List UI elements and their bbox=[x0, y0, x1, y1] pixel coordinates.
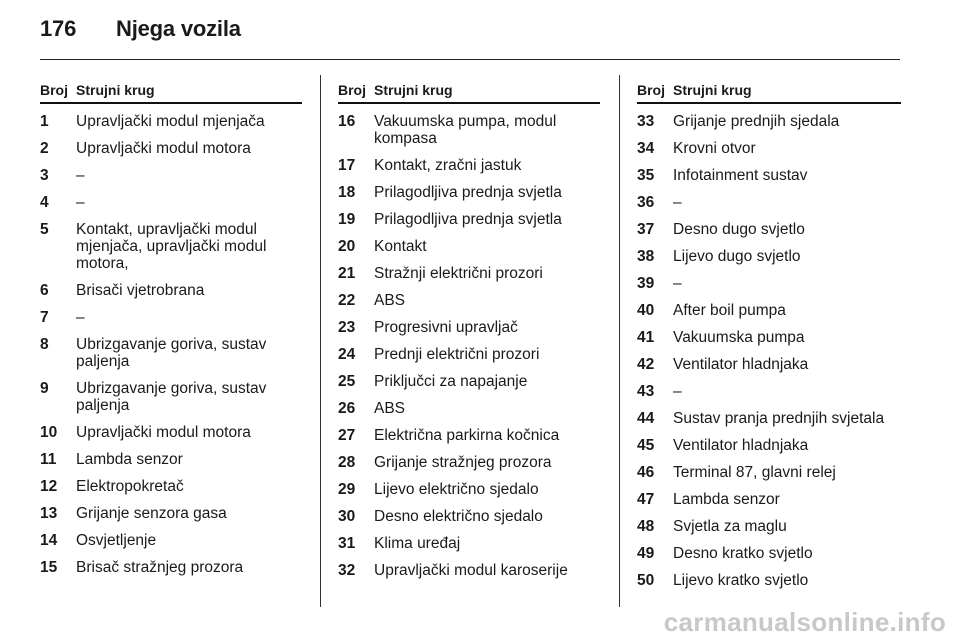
circuit-name: Lambda senzor bbox=[76, 451, 183, 468]
fuse-number: 35 bbox=[637, 167, 655, 184]
fuse-number: 40 bbox=[637, 302, 655, 319]
fuse-table-column-3 bbox=[637, 82, 901, 598]
fuse-number: 36 bbox=[637, 194, 655, 211]
circuit-name: Lijevo kratko svjetlo bbox=[673, 572, 809, 589]
circuit-name: Brisači vjetrobrana bbox=[76, 282, 205, 299]
table-header bbox=[637, 82, 901, 104]
fuse-number: 21 bbox=[338, 265, 356, 282]
circuit-name: Desno električno sjedalo bbox=[374, 508, 543, 525]
circuit-name: Elektropokretač bbox=[76, 478, 184, 495]
circuit-name: Lijevo dugo svjetlo bbox=[673, 248, 801, 265]
table-row bbox=[637, 247, 901, 274]
column-divider-2 bbox=[619, 75, 620, 607]
fuse-number: 3 bbox=[40, 167, 49, 184]
circuit-name: Prilagodljiva prednja svjetla bbox=[374, 184, 562, 201]
fuse-number: 32 bbox=[338, 562, 356, 579]
header-broj: Broj bbox=[637, 82, 665, 98]
table-row bbox=[637, 409, 901, 436]
circuit-name: Lijevo električno sjedalo bbox=[374, 481, 539, 498]
column-divider-1 bbox=[320, 75, 321, 607]
circuit-name: Kontakt, upravljački modul mjenjača, upravljački modul motora, bbox=[76, 221, 267, 272]
circuit-name: Grijanje prednjih sjedala bbox=[673, 113, 840, 130]
fuse-number: 27 bbox=[338, 427, 356, 444]
header-broj: Broj bbox=[338, 82, 366, 98]
fuse-number: 46 bbox=[637, 464, 655, 481]
fuse-number: 18 bbox=[338, 184, 356, 201]
circuit-name: Prednji električni prozori bbox=[374, 346, 540, 363]
fuse-number: 37 bbox=[637, 221, 655, 238]
table-row bbox=[40, 504, 302, 531]
table-row bbox=[40, 531, 302, 558]
fuse-number: 31 bbox=[338, 535, 356, 552]
table-row bbox=[637, 517, 901, 544]
table-header bbox=[338, 82, 600, 104]
circuit-name: Prilagodljiva prednja svjetla bbox=[374, 211, 562, 228]
circuit-name: Upravljački modul motora bbox=[76, 424, 251, 441]
circuit-name: Brisač stražnjeg prozora bbox=[76, 559, 244, 576]
table-row bbox=[40, 112, 302, 139]
table-row bbox=[637, 328, 901, 355]
fuse-number: 22 bbox=[338, 292, 356, 309]
watermark: carmanualsonline.info bbox=[663, 607, 946, 637]
page-header bbox=[40, 16, 241, 42]
fuse-number: 5 bbox=[40, 221, 49, 238]
fuse-table-column-2 bbox=[338, 82, 600, 588]
circuit-name: Ventilator hladnjaka bbox=[673, 356, 809, 373]
fuse-number: 23 bbox=[338, 319, 356, 336]
circuit-name: Upravljački modul karoserije bbox=[374, 562, 568, 579]
fuse-number: 7 bbox=[40, 309, 49, 326]
table-row bbox=[40, 423, 302, 450]
table-row bbox=[338, 210, 600, 237]
table-row bbox=[637, 166, 901, 193]
fuse-number: 16 bbox=[338, 113, 356, 130]
circuit-name: – bbox=[76, 194, 85, 211]
fuse-number: 33 bbox=[637, 113, 655, 130]
table-row bbox=[637, 220, 901, 247]
circuit-name: Ubrizgavanje goriva, sustav paljenja bbox=[76, 380, 267, 414]
circuit-name: Osvjetljenje bbox=[76, 532, 157, 549]
table-row bbox=[338, 480, 600, 507]
circuit-name: Progresivni upravljač bbox=[374, 319, 518, 336]
table-row bbox=[637, 139, 901, 166]
table-row bbox=[637, 382, 901, 409]
table-row bbox=[338, 507, 600, 534]
fuse-number: 12 bbox=[40, 478, 58, 495]
circuit-name: Vakuumska pumpa, modul kompasa bbox=[374, 113, 557, 147]
fuse-number: 44 bbox=[637, 410, 655, 427]
circuit-name: Terminal 87, glavni relej bbox=[673, 464, 836, 481]
table-row bbox=[40, 335, 302, 379]
fuse-number: 49 bbox=[637, 545, 655, 562]
fuse-number: 39 bbox=[637, 275, 655, 292]
table-row bbox=[637, 544, 901, 571]
table-row bbox=[40, 558, 302, 585]
circuit-name: Upravljački modul mjenjača bbox=[76, 113, 265, 130]
circuit-name: Priključci za napajanje bbox=[374, 373, 528, 390]
table-row bbox=[338, 264, 600, 291]
fuse-table-column-1 bbox=[40, 82, 302, 585]
fuse-number: 6 bbox=[40, 282, 49, 299]
table-row bbox=[338, 318, 600, 345]
table-row bbox=[338, 372, 600, 399]
fuse-number: 26 bbox=[338, 400, 356, 417]
fuse-number: 4 bbox=[40, 194, 49, 211]
fuse-number: 10 bbox=[40, 424, 58, 441]
table-header bbox=[40, 82, 302, 104]
fuse-number: 2 bbox=[40, 140, 49, 157]
fuse-number: 8 bbox=[40, 336, 49, 353]
table-row bbox=[40, 139, 302, 166]
circuit-name: Svjetla za maglu bbox=[673, 518, 787, 535]
fuse-number: 43 bbox=[637, 383, 655, 400]
fuse-number: 48 bbox=[637, 518, 655, 535]
table-row bbox=[637, 112, 901, 139]
fuse-number: 25 bbox=[338, 373, 356, 390]
circuit-name: After boil pumpa bbox=[673, 302, 786, 319]
table-row bbox=[338, 426, 600, 453]
circuit-name: Klima uređaj bbox=[374, 535, 461, 552]
circuit-name: Stražnji električni prozori bbox=[374, 265, 543, 282]
circuit-name: Ubrizgavanje goriva, sustav paljenja bbox=[76, 336, 267, 370]
table-row bbox=[338, 345, 600, 372]
circuit-name: – bbox=[673, 275, 682, 292]
circuit-name: Grijanje stražnjeg prozora bbox=[374, 454, 552, 471]
fuse-number: 47 bbox=[637, 491, 655, 508]
fuse-number: 30 bbox=[338, 508, 356, 525]
circuit-name: Kontakt bbox=[374, 238, 427, 255]
table-row bbox=[338, 291, 600, 318]
circuit-name: Krovni otvor bbox=[673, 140, 756, 157]
circuit-name: ABS bbox=[374, 400, 406, 417]
header-strujni-krug: Strujni krug bbox=[673, 82, 752, 98]
circuit-name: Lambda senzor bbox=[673, 491, 780, 508]
fuse-number: 34 bbox=[637, 140, 655, 157]
fuse-number: 45 bbox=[637, 437, 655, 454]
table-row bbox=[637, 571, 901, 598]
circuit-name: Desno kratko svjetlo bbox=[673, 545, 813, 562]
header-broj: Broj bbox=[40, 82, 68, 98]
table-row bbox=[40, 308, 302, 335]
table-row bbox=[40, 193, 302, 220]
table-row bbox=[40, 379, 302, 423]
table-row bbox=[338, 156, 600, 183]
fuse-number: 11 bbox=[40, 451, 57, 468]
fuse-number: 20 bbox=[338, 238, 356, 255]
circuit-name: – bbox=[76, 167, 85, 184]
fuse-number: 24 bbox=[338, 346, 356, 363]
fuse-number: 17 bbox=[338, 157, 356, 174]
circuit-name: ABS bbox=[374, 292, 406, 309]
circuit-name: Kontakt, zračni jastuk bbox=[374, 157, 522, 174]
circuit-name: Infotainment sustav bbox=[673, 167, 808, 184]
circuit-name: Ventilator hladnjaka bbox=[673, 437, 809, 454]
table-row bbox=[338, 183, 600, 210]
fuse-number: 19 bbox=[338, 211, 356, 228]
table-row bbox=[338, 534, 600, 561]
fuse-number: 42 bbox=[637, 356, 655, 373]
table-row bbox=[338, 112, 600, 156]
fuse-number: 28 bbox=[338, 454, 356, 471]
table-row bbox=[637, 274, 901, 301]
circuit-name: Upravljački modul motora bbox=[76, 140, 251, 157]
circuit-name: Grijanje senzora gasa bbox=[76, 505, 227, 522]
fuse-number: 13 bbox=[40, 505, 58, 522]
table-row bbox=[637, 463, 901, 490]
circuit-name: – bbox=[673, 383, 682, 400]
table-row bbox=[637, 436, 901, 463]
table-row bbox=[338, 399, 600, 426]
table-row bbox=[40, 281, 302, 308]
circuit-name: Električna parkirna kočnica bbox=[374, 427, 560, 444]
circuit-name: Vakuumska pumpa bbox=[673, 329, 805, 346]
fuse-number: 15 bbox=[40, 559, 58, 576]
table-row bbox=[40, 450, 302, 477]
circuit-name: – bbox=[673, 194, 682, 211]
table-row bbox=[40, 220, 302, 281]
circuit-name: Sustav pranja prednjih svjetala bbox=[673, 410, 885, 427]
table-row bbox=[637, 355, 901, 382]
fuse-number: 1 bbox=[40, 113, 49, 130]
fuse-number: 9 bbox=[40, 380, 49, 397]
page-title: Njega vozila bbox=[116, 16, 241, 41]
fuse-number: 41 bbox=[637, 329, 655, 346]
header-strujni-krug: Strujni krug bbox=[374, 82, 453, 98]
header-strujni-krug: Strujni krug bbox=[76, 82, 155, 98]
page-number: 176 bbox=[40, 16, 77, 41]
table-row bbox=[637, 490, 901, 517]
fuse-number: 29 bbox=[338, 481, 356, 498]
table-row bbox=[40, 166, 302, 193]
fuse-number: 38 bbox=[637, 248, 655, 265]
circuit-name: – bbox=[76, 309, 85, 326]
table-row bbox=[338, 237, 600, 264]
table-row bbox=[637, 301, 901, 328]
table-row bbox=[637, 193, 901, 220]
table-row bbox=[338, 561, 600, 588]
circuit-name: Desno dugo svjetlo bbox=[673, 221, 805, 238]
table-row bbox=[40, 477, 302, 504]
table-row bbox=[338, 453, 600, 480]
fuse-number: 50 bbox=[637, 572, 655, 589]
fuse-number: 14 bbox=[40, 532, 58, 549]
header-divider bbox=[40, 59, 900, 60]
